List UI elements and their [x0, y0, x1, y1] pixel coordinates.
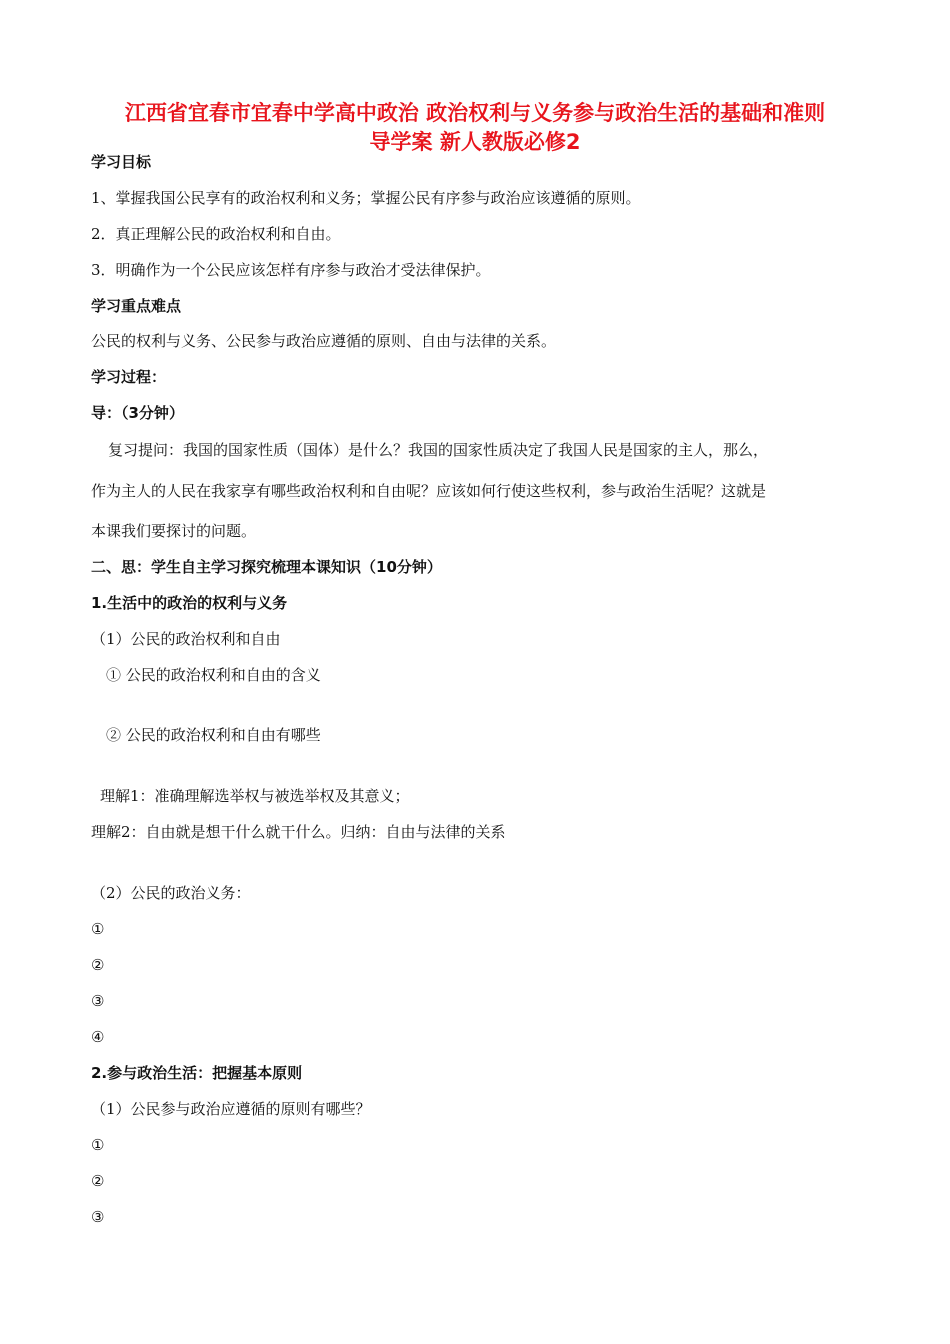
goal-item-2: 2．真正理解公民的政治权利和自由。: [91, 225, 341, 243]
principle-item-3: ③: [91, 1208, 105, 1226]
understand-1: 理解1：准确理解选举权与被选举权及其意义；: [100, 787, 410, 805]
section-1-sub-1-item-a: ① 公民的政治权利和自由的含义: [106, 666, 321, 684]
guide-heading: 导：（3分钟）: [91, 404, 184, 422]
key-points-heading: 学习重点难点: [91, 297, 182, 315]
section-1-heading: 1.生活中的政治的权利与义务: [91, 594, 288, 612]
principle-item-1: ①: [91, 1136, 105, 1154]
section-2-sub-1: （1）公民参与政治应遵循的原则有哪些？: [91, 1100, 371, 1118]
document-title-line-2: 导学案 新人教版必修2: [369, 130, 581, 154]
understand-2: 理解2：自由就是想干什么就干什么。归纳：自由与法律的关系: [91, 823, 506, 841]
document-title-line-1: 江西省宜春市宜春中学高中政治 政治权利与义务参与政治生活的基础和准则: [124, 101, 826, 125]
process-heading: 学习过程：: [91, 368, 167, 386]
review-paragraph-line-3: 本课我们要探讨的问题。: [91, 522, 257, 540]
goal-item-3: 3．明确作为一个公民应该怎样有序参与政治才受法律保护。: [91, 261, 491, 279]
review-paragraph-line-1: 复习提问：我国的国家性质（国体）是什么？我国的国家性质决定了我国人民是国家的主人，那么，: [108, 441, 769, 459]
duty-item-4: ④: [91, 1028, 105, 1046]
section-1-sub-1-item-b: ② 公民的政治权利和自由有哪些: [106, 726, 321, 744]
section-2-heading: 2.参与政治生活：把握基本原则: [91, 1064, 303, 1082]
section-1-sub-2: （2）公民的政治义务：: [91, 884, 251, 902]
duty-item-1: ①: [91, 920, 105, 938]
duty-item-3: ③: [91, 992, 105, 1010]
review-paragraph-line-2: 作为主人的人民在我家享有哪些政治权利和自由呢？应该如何行使这些权利，参与政治生活呢？这就是: [91, 482, 767, 500]
goals-heading: 学习目标: [91, 153, 152, 171]
think-heading: 二、思：学生自主学习探究梳理本课知识（10分钟）: [91, 558, 442, 576]
duty-item-2: ②: [91, 956, 105, 974]
principle-item-2: ②: [91, 1172, 105, 1190]
goal-item-1: 1、掌握我国公民享有的政治权利和义务；掌握公民有序参与政治应该遵循的原则。: [91, 189, 641, 207]
key-points-text: 公民的权利与义务、公民参与政治应遵循的原则、自由与法律的关系。: [91, 332, 557, 350]
section-1-sub-1: （1）公民的政治权利和自由: [91, 630, 281, 648]
